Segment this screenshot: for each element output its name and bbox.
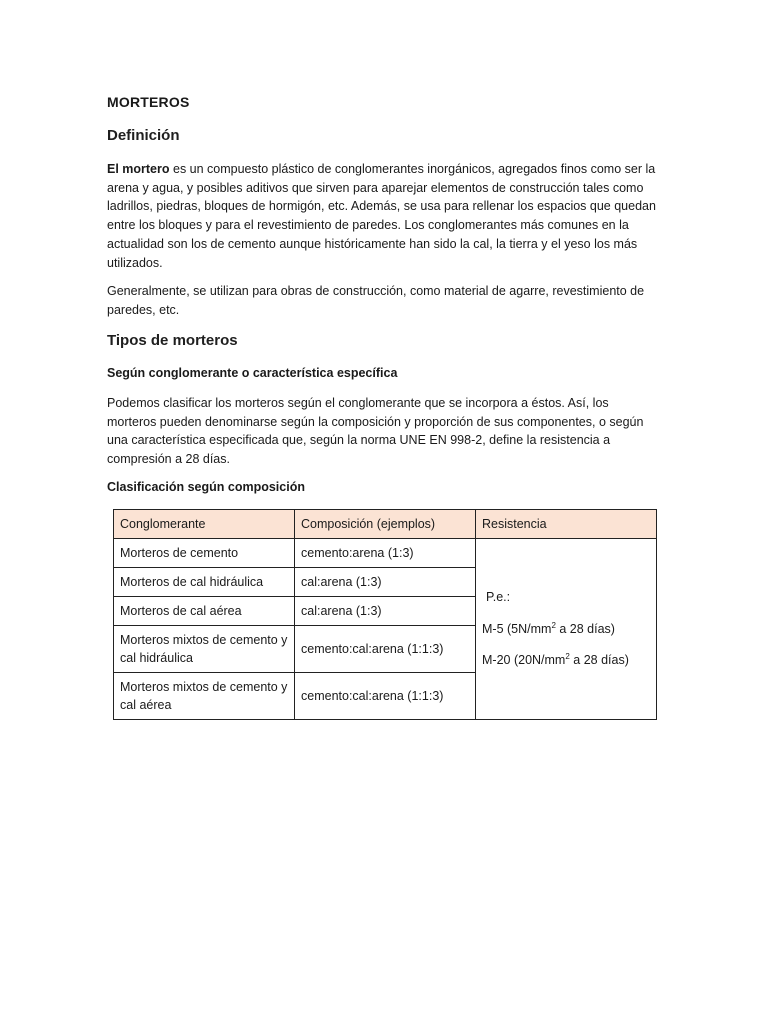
composition-table — [113, 509, 657, 720]
definition-lead-word: El mortero — [107, 162, 170, 176]
definition-paragraph-1-text: es un compuesto plástico de conglomerantes inorgánicos, agregados finos como ser la arena y agua, y posibles aditivos que sirven para aparejar elementos de construcción tales como ladrillos, piedras, bloques de hormigón, etc. Además, se usa para rellenar los espacios que quedan entre los bloques y para el revestimiento de paredes. Los conglomerantes más comunes en la actualidad son los de cemento aunque históricamente han sido la cal, la tierra y el yeso los más utilizados. — [107, 162, 656, 270]
resistance-m5: M-5 ($5N/mm^2$ a 28 días) — [482, 620, 615, 636]
composition-cell: cal:arena (1:3) — [295, 597, 476, 626]
resistance-m20: M-20 ($20N/mm^2$ a 28 días) — [482, 652, 629, 668]
header-binder: Conglomerante — [114, 510, 295, 539]
binder-cell: Morteros de cal hidráulica — [114, 568, 295, 597]
definition-heading: Definición — [107, 127, 180, 144]
definition-paragraph-2: Generalmente, se utilizan para obras de construcción, como material de agarre, revestimiento de paredes, etc. — [107, 284, 645, 317]
composition-cell: cal:arena (1:3) — [295, 568, 476, 597]
composition-cell: cemento:cal:arena (1:1:3) — [295, 626, 476, 673]
types-subheading: Según conglomerante o característica específica — [107, 366, 398, 380]
header-composition: Composición (ejemplos) — [295, 510, 476, 539]
header-resistance: Resistencia — [476, 510, 657, 539]
composition-cell: cemento:cal:arena (1:1:3) — [295, 673, 476, 720]
types-paragraph: Podemos clasificar los morteros según el conglomerante que se incorpora a éstos. Así, los morteros pueden denominarse según la composición y proporción de sus componentes, o según una característica especificada que, según la norma UNE EN 998-2, define la resistencia a compresión a 28 días. — [107, 396, 644, 467]
definition-paragraph-1 — [107, 160, 659, 272]
document-title: MORTEROS — [107, 94, 190, 110]
classification-heading: Clasificación según composición — [107, 480, 305, 494]
binder-cell: Morteros de cemento — [114, 539, 295, 568]
composition-cell: cemento:arena (1:3) — [295, 539, 476, 568]
table-row — [114, 539, 657, 568]
table-header-row — [114, 510, 657, 539]
binder-cell: Morteros mixtos de cemento y cal hidráulica — [114, 626, 295, 673]
types-heading: Tipos de morteros — [107, 332, 238, 349]
binder-cell: Morteros de cal aérea — [114, 597, 295, 626]
resistance-label: P.e.: — [486, 590, 511, 605]
resistance-cell — [476, 539, 657, 720]
binder-cell: Morteros mixtos de cemento y cal aérea — [114, 673, 295, 720]
